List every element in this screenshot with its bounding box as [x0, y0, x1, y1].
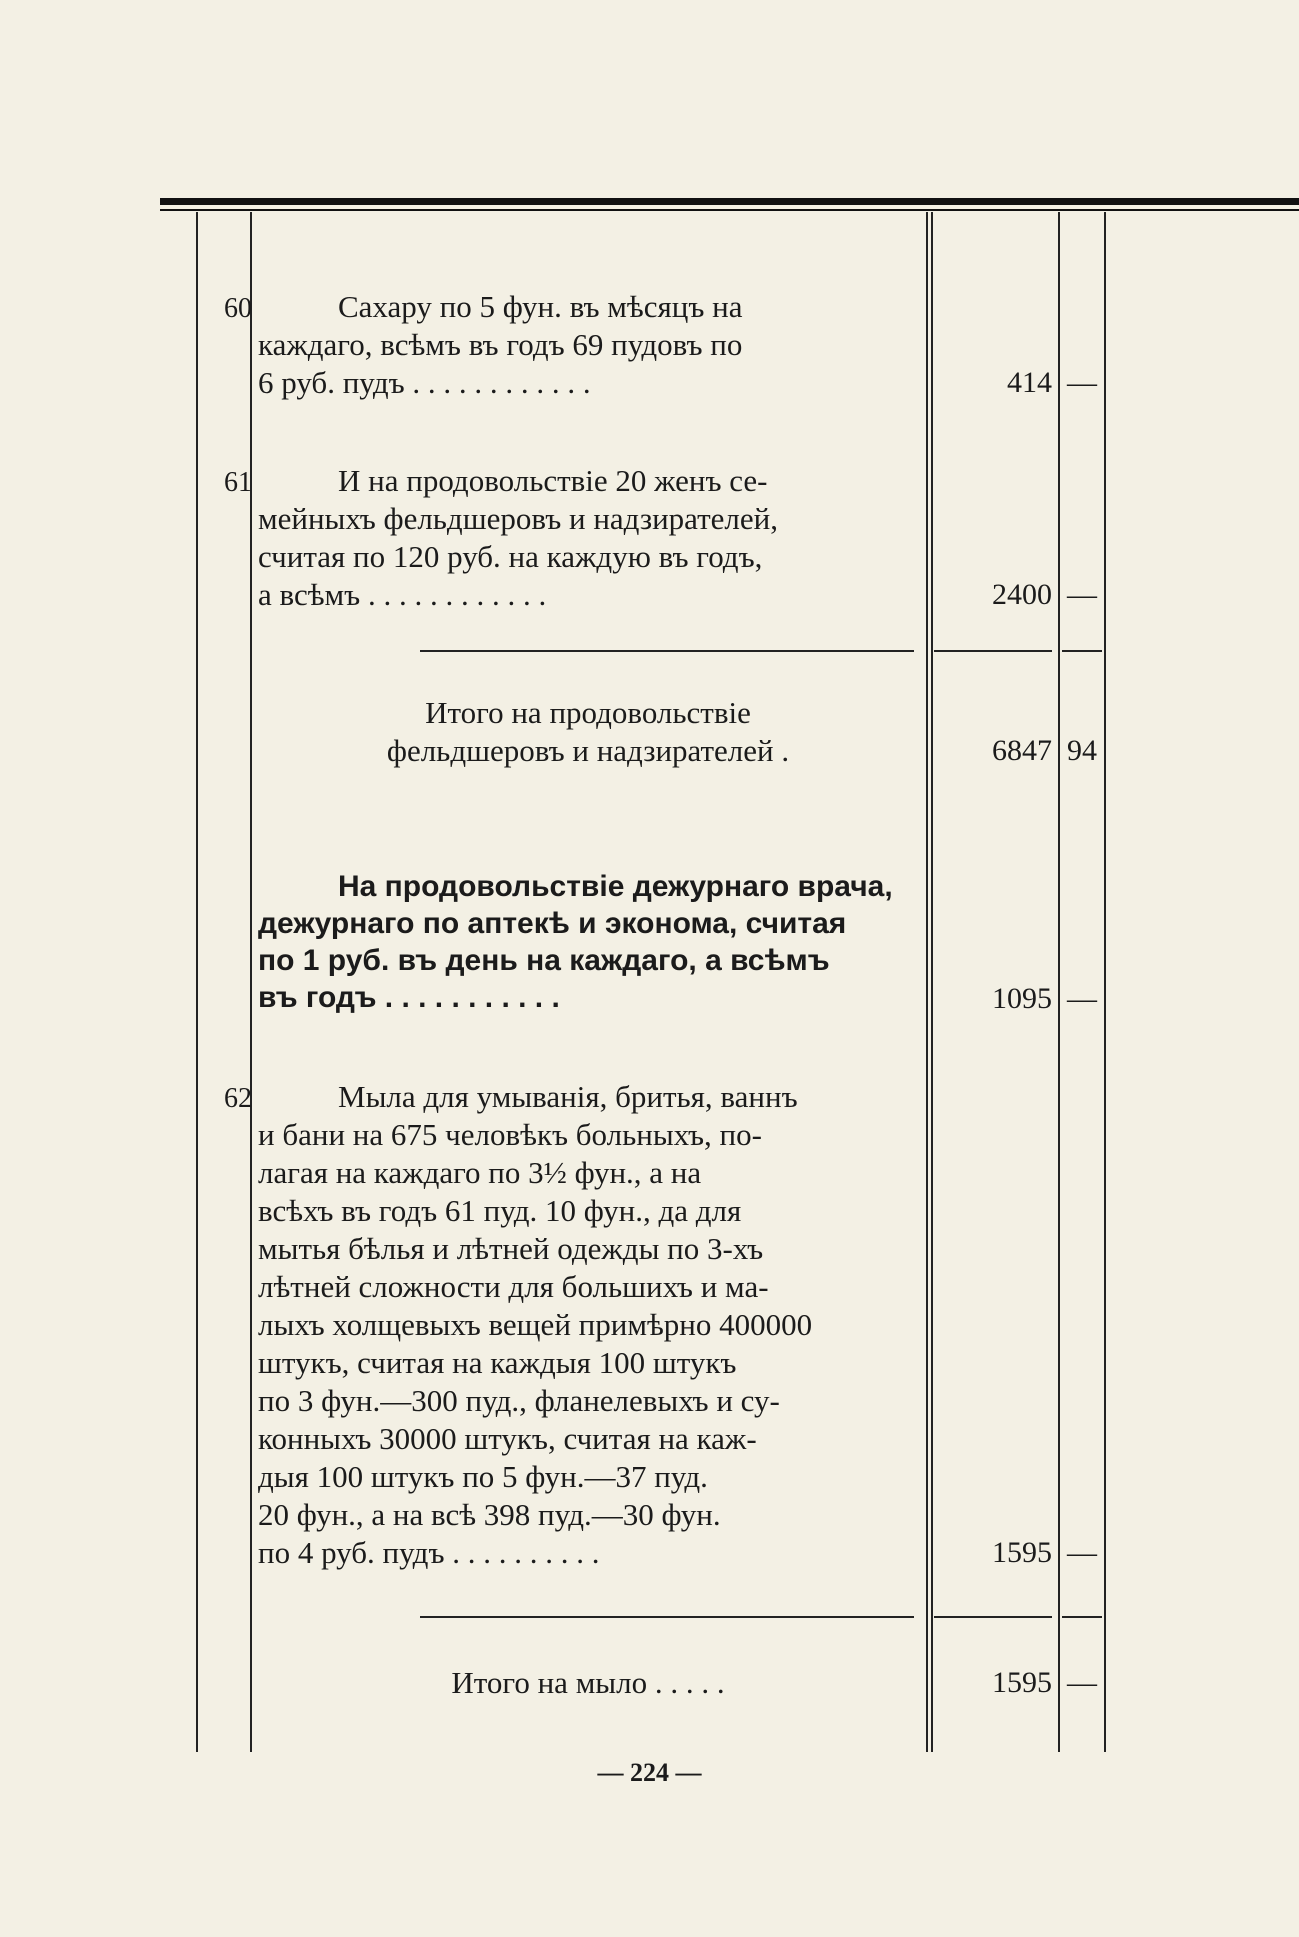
total-separator-rule: [934, 650, 1052, 652]
text-column-rule: [926, 212, 928, 1752]
rubles-amount: 2400: [992, 578, 1052, 611]
total-line: Итого на мыло . . . . .: [451, 1665, 725, 1700]
rubles-amount: 1095: [992, 982, 1052, 1015]
article-line: лѣтней сложности для большихъ и ма-: [258, 1269, 769, 1304]
top-thick-rule: [160, 198, 1299, 205]
total-separator-rule: [420, 1616, 914, 1618]
total-rubles: 1595: [992, 1666, 1052, 1699]
article-line: На продовольствіе дежурнаго врача,: [338, 870, 893, 903]
total-separator-rule: [420, 650, 914, 652]
total-kopecks: —: [1067, 1666, 1097, 1699]
total-separator-rule: [1062, 1616, 1102, 1618]
article-line: мейныхъ фельдшеровъ и надзирателей,: [258, 501, 778, 536]
article-line: по 1 руб. въ день на каждаго, а всѣмъ: [258, 944, 830, 977]
article-line: въ годъ . . . . . . . . . . .: [258, 981, 560, 1014]
total-label: [258, 1664, 918, 1702]
article-line: и бани на 675 человѣкъ больныхъ, по-: [258, 1117, 762, 1152]
total-kopecks: 94: [1067, 734, 1097, 767]
article-line: лыхъ холщевыхъ вещей примѣрно 400000: [258, 1307, 813, 1342]
number-column-rule: [250, 212, 252, 1752]
top-thin-rule: [160, 209, 1299, 211]
article-line: по 3 фун.—300 пуд., фланелевыхъ и су-: [258, 1383, 780, 1418]
kopecks-amount: —: [1067, 982, 1097, 1015]
total-label: [258, 694, 918, 770]
article-line: Сахару по 5 фун. въ мѣсяцъ на: [338, 289, 743, 324]
article-line: считая по 120 руб. на каждую въ годъ,: [258, 539, 763, 574]
article-text: [258, 462, 918, 614]
article-line: а всѣмъ . . . . . . . . . . . .: [258, 577, 547, 612]
total-line: Итого на продовольствіе: [425, 695, 751, 730]
left-margin-rule: [196, 212, 198, 1752]
article-line: И на продовольствіе 20 женъ се-: [338, 463, 768, 498]
page-number: — 224 —: [597, 1758, 702, 1787]
article-line: лагая на каждаго по 3½ фун., а на: [258, 1155, 702, 1190]
kopecks-amount: —: [1067, 366, 1097, 399]
article-text-bold: [258, 868, 918, 1016]
article-line: штукъ, считая на каждыя 100 штукъ: [258, 1345, 737, 1380]
row-number: 61: [224, 467, 252, 498]
article-text: [258, 1078, 918, 1572]
article-line: всѣхъ въ годъ 61 пуд. 10 фун., да для: [258, 1193, 742, 1228]
kopecks-amount: —: [1067, 578, 1097, 611]
total-separator-rule: [1062, 650, 1102, 652]
article-line: мытья бѣлья и лѣтней одежды по 3-хъ: [258, 1231, 764, 1266]
article-line: дежурнаго по аптекѣ и эконома, считая: [258, 907, 847, 940]
article-line: 20 фун., а на всѣ 398 пуд.—30 фун.: [258, 1497, 721, 1532]
total-line: фельдшеровъ и надзирателей .: [386, 733, 790, 768]
kopecks-column-rule: [1104, 212, 1106, 1752]
article-line: каждаго, всѣмъ въ годъ 69 пудовъ по: [258, 327, 743, 362]
bleed-through-shadow: [1200, 270, 1299, 1730]
article-line: дыя 100 штукъ по 5 фун.—37 пуд.: [258, 1459, 708, 1494]
rubles-amount: 414: [1007, 366, 1052, 399]
text-column-rule-2: [931, 212, 933, 1752]
total-separator-rule: [934, 1616, 1052, 1618]
row-number: 60: [224, 293, 252, 324]
rubles-amount: 1595: [992, 1536, 1052, 1569]
article-text: [258, 288, 918, 402]
article-line: 6 руб. пудъ . . . . . . . . . . . .: [258, 365, 591, 400]
row-number: 62: [224, 1083, 252, 1114]
total-rubles: 6847: [992, 734, 1052, 767]
article-line: Мыла для умыванія, бритья, ваннъ: [338, 1079, 798, 1114]
kopecks-amount: —: [1067, 1536, 1097, 1569]
article-line: конныхъ 30000 штукъ, считая на каж-: [258, 1421, 757, 1456]
article-line: по 4 руб. пудъ . . . . . . . . . .: [258, 1535, 600, 1570]
